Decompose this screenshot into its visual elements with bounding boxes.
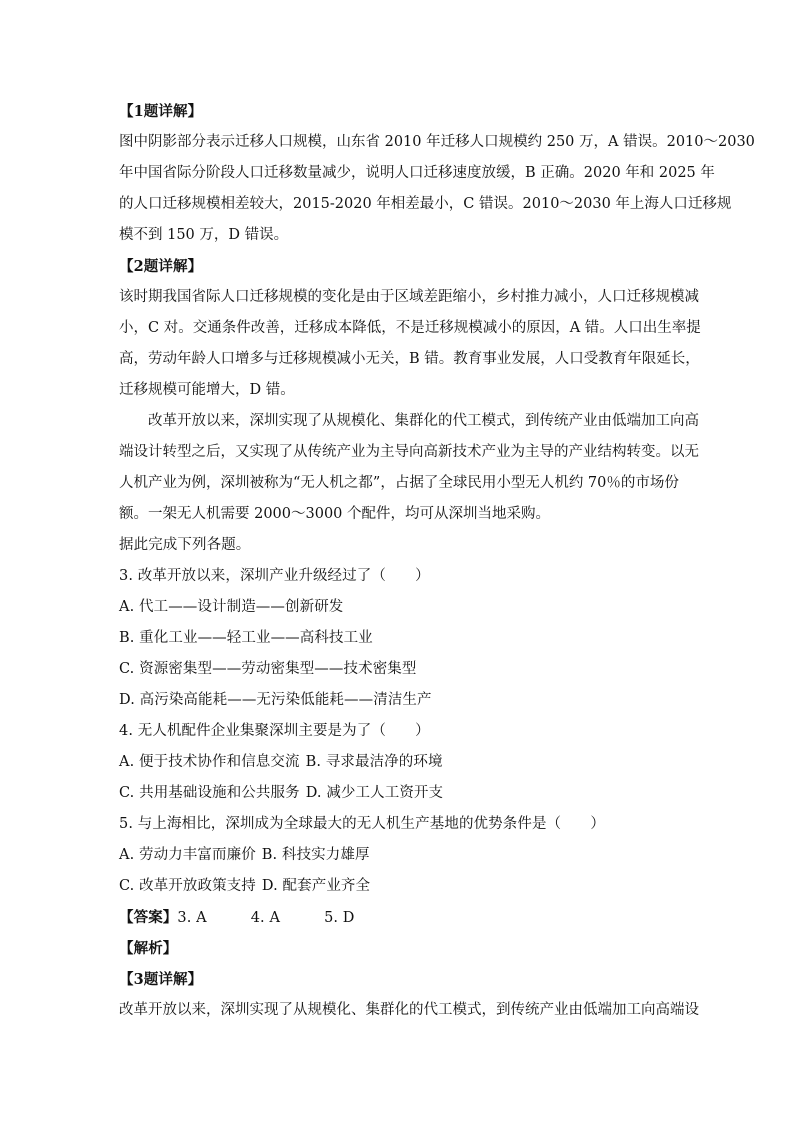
option-row <box>119 685 677 716</box>
q2-line: 迁移规模可能增大，D 错。 <box>119 382 295 398</box>
option: D. 配套产业齐全 <box>261 878 371 894</box>
option: A. 便于技术协作和信息交流 <box>119 754 300 770</box>
question-stem: 4. 无人机配件企业集聚深圳主要是为了（ ） <box>119 723 430 739</box>
option-row <box>119 654 677 685</box>
option-row <box>119 871 677 902</box>
answer-label: 【答案】 <box>119 909 178 926</box>
q2-line: 该时期我国省际人口迁移规模的变化是由于区域差距缩小，乡村推力减小，人口迁移规模减 <box>119 289 699 305</box>
option: A. 劳动力丰富而廉价 <box>119 847 256 863</box>
q1-line: 年中国省际分阶段人口迁移数量减少，说明人口迁移速度放缓，B 正确。2020 年和 2025 年 <box>119 165 715 181</box>
passage-line: 人机产业为例，深圳被称为“无人机之都”，占据了全球民用小型无人机约 70％的市场份 <box>119 475 679 491</box>
option: B. 科技实力雄厚 <box>261 847 370 863</box>
document-page <box>119 96 755 1026</box>
option: C. 改革开放政策支持 <box>119 878 256 894</box>
option-row <box>119 623 677 654</box>
option: D. 减少工人工资开支 <box>305 785 444 801</box>
q3-line: 改革开放以来，深圳实现了从规模化、集群化的代工模式，到传统产业由低端加工向高端设 <box>119 1002 699 1018</box>
answer-item: 3. A <box>177 910 207 926</box>
passage-line: 端设计转型之后，又实现了从传统产业为主导向高新技术产业为主导的产业结构转变。以无 <box>119 444 699 460</box>
question-stem: 3. 改革开放以来，深圳产业升级经过了（ ） <box>119 568 430 584</box>
q1-line: 模不到 150 万，D 错误。 <box>119 227 289 243</box>
passage-line: 改革开放以来，深圳实现了从规模化、集群化的代工模式，到传统产业由低端加工向高 <box>148 413 699 429</box>
option: A. 代工——设计制造——创新研发 <box>119 599 344 615</box>
option-row <box>119 778 677 809</box>
option: C. 资源密集型——劳动密集型——技术密集型 <box>119 661 417 677</box>
option: B. 寻求最洁净的环境 <box>305 754 443 770</box>
q3-explanation <box>119 995 699 1026</box>
answer-row <box>119 902 677 933</box>
answer-item: 5. D <box>324 910 355 926</box>
question-stem: 5. 与上海相比，深圳成为全球最大的无人机生产基地的优势条件是（ ） <box>119 816 605 832</box>
passage-instruction: 据此完成下列各题。 <box>119 537 251 553</box>
option-row <box>119 840 677 871</box>
q1-explanation <box>119 127 755 251</box>
q1-line: 图中阴影部分表示迁移人口规模，山东省 2010 年迁移人口规模约 250 万，A 错误。2010～2030 <box>119 134 755 150</box>
q2-line: 高，劳动年龄人口增多与迁移规模减小无关，B 错。教育事业发展，人口受教育年限延长， <box>119 351 700 367</box>
q2-heading: 【2题详解】 <box>119 258 203 275</box>
passage-line: 额。一架无人机需要 2000～3000 个配件，均可从深圳当地采购。 <box>119 506 551 522</box>
analysis-label: 【解析】 <box>119 940 178 957</box>
q3-heading: 【3题详解】 <box>119 971 203 988</box>
q2-line: 小，C 对。交通条件改善，迁移成本降低，不是迁移规模减小的原因，A 错。人口出生率提 <box>119 320 701 336</box>
q2-explanation <box>119 282 701 406</box>
answer-item: 4. A <box>250 910 281 926</box>
option: C. 共用基础设施和公共服务 <box>119 785 300 801</box>
option: B. 重化工业——轻工业——高科技工业 <box>119 630 373 646</box>
reading-passage <box>119 406 699 530</box>
option-row <box>119 592 677 623</box>
option-row <box>119 747 677 778</box>
option: D. 高污染高能耗——无污染低能耗——清洁生产 <box>119 692 432 708</box>
q1-line: 的人口迁移规模相差较大，2015-2020 年相差最小，C 错误。2010～2030 年上海人口迁移规 <box>119 196 732 212</box>
q1-heading: 【1题详解】 <box>119 103 203 120</box>
